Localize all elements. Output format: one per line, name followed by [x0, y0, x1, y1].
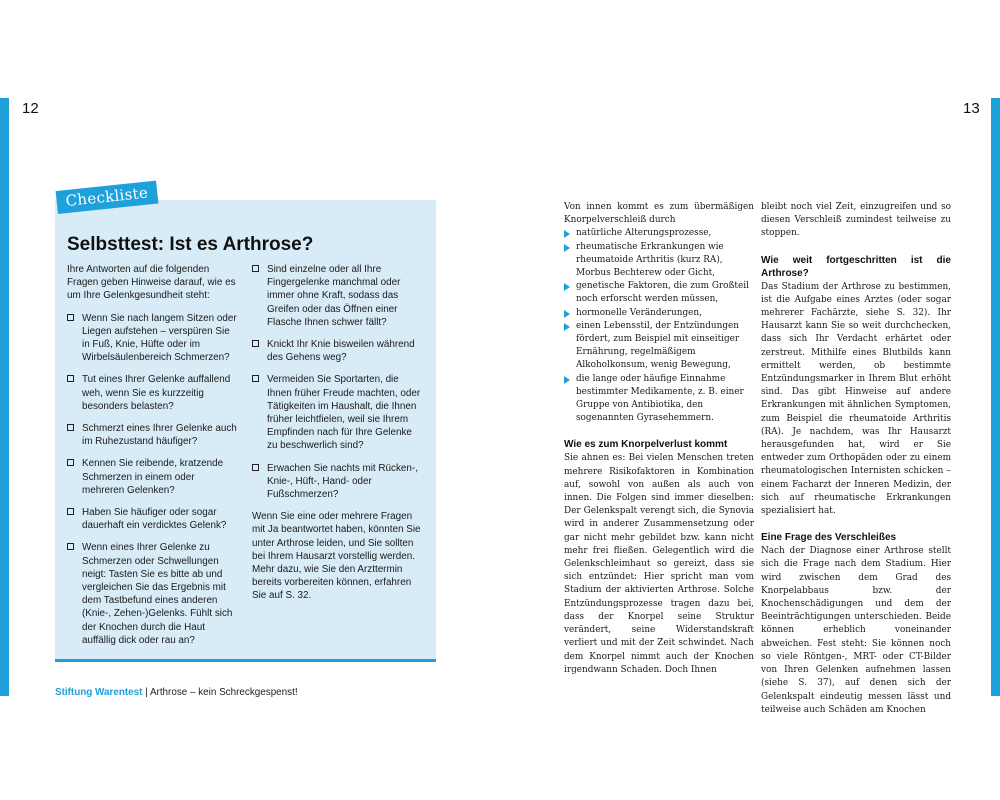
checklist-item	[67, 541, 239, 647]
checkbox-icon[interactable]	[67, 424, 74, 431]
checklist-column-right	[252, 263, 424, 612]
checkbox-icon[interactable]	[67, 314, 74, 321]
checklist-item	[67, 422, 239, 448]
list-item: natürliche Alterungsprozesse,	[564, 227, 754, 240]
checklist-item	[252, 338, 424, 364]
checkbox-icon[interactable]	[252, 464, 259, 471]
right-edge-bar	[991, 98, 1000, 696]
list-item: rheumatische Erkrankungen wie rheumatoide Arthritis (kurz RA), Morbus Bechterew oder Gicht,	[564, 241, 754, 281]
checkbox-icon[interactable]	[67, 459, 74, 466]
article-intro: Von innen kommt es zum übermäßigen Knorpelverschleiß durch	[564, 202, 754, 226]
checkbox-icon[interactable]	[67, 375, 74, 382]
checklist-column-left	[67, 263, 239, 656]
checklist-item-text: Erwachen Sie nachts mit Rücken-, Knie-, Hüft-, Hand- oder Fußschmerzen?	[267, 462, 418, 501]
checklist-item-text: Schmerzt eines Ihrer Gelenke auch im Ruhezustand häufiger?	[82, 423, 237, 448]
list-item: die lange oder häufige Einnahme bestimmter Medikamente, z. B. einer Gruppe von Antibiotika, den sogenannten Gyrasehemmern.	[564, 373, 754, 426]
checklist-item	[252, 462, 424, 502]
page-number-right: 13	[963, 100, 980, 117]
body-paragraph: bleibt noch viel Zeit, einzugreifen und so diesen Verschleiß zumindest teilweise zu stoppen.	[761, 202, 951, 239]
body-paragraph: Nach der Diagnose einer Arthrose stellt sich die Frage nach dem Stadium. Hier wird zwischen dem Grad des Knorpelabbaus bzw. der Knochenschädigungen und dem der Beeinträchtigungen unterschieden. Beide können erheblich voneinander abweichen. Fest steht: Sie können noch so viele Röntgen-, MRT- oder CT-Bilder von Ihren Gelenken aufnehmen lassen (siehe S. 37), auf denen sich der Gelenkspalt eindeutig messen lässt und teilweise auch Schäden am Knochen	[761, 546, 951, 715]
footer-separator: |	[142, 687, 150, 698]
checklist-item-text: Tut eines Ihrer Gelenke auffallend weh, wenn Sie es kurzzeitig besonders belasten?	[82, 374, 231, 412]
checklist-item-text: Wenn Sie nach langem Sitzen oder Liegen aufstehen – verspüren Sie in Fuß, Knie, Hüfte oder im Wirbelsäulenbereich Schmerzen?	[82, 312, 237, 364]
footer-title: Arthrose – kein Schreckgespenst!	[149, 687, 298, 698]
section-heading: Wie es zum Knorpelverlust kommt	[564, 439, 728, 451]
checklist-item-text: Haben Sie häufiger oder sogar dauerhaft ein verdicktes Gelenk?	[82, 507, 227, 532]
checklist-intro: Ihre Antworten auf die folgenden Fragen geben Hinweise darauf, wie es um Ihre Gelenkgesundheit steht:	[67, 264, 236, 302]
body-paragraph: Das Stadium der Arthrose zu bestimmen, ist die Aufgabe eines Arztes (oder sogar mehrerer Fachärzte, siehe S. 32). Ihr Hausarzt kann Sie so weit durchchecken, dass sich Ihr Verdacht erhärtet oder zerstreut. Mithilfe eines Blutbilds kann ermittelt werden, ob bestimmte Entzündungsmarker in Ihrem Blut erhöht sind. Das gibt Hinweise auf andere Erkrankungen mit ähnlichen Symptomen, zum Beispiel die rheumatoide Arthritis (RA). Je nachdem, was Ihr Hausarzt herausgefunden hat, wird er Sie entweder zum Orthopäden oder zu einem rheumatologischen Internisten schicken – einem Facharzt der Inneren Medizin, der sich auf rheumatische Erkrankungen spezialisiert hat.	[761, 281, 951, 517]
checklist-item	[67, 457, 239, 497]
bullet-arrow-icon	[564, 244, 570, 252]
cause-list	[564, 227, 754, 425]
list-item: einen Lebensstil, der Entzündungen fördert, zum Beispiel mit einseitiger Ernährung, regelmäßigem Alkoholkonsum, wenig Bewegung,	[564, 320, 754, 373]
checklist-item	[67, 373, 239, 413]
checklist-item	[67, 506, 239, 532]
checklist-item	[252, 373, 424, 452]
checklist-item	[252, 263, 424, 329]
footer-brand: Stiftung Warentest	[55, 687, 143, 698]
checklist-item-text: Kennen Sie reibende, kratzende Schmerzen in einem oder mehreren Gelenken?	[82, 458, 224, 496]
checklist-item-text: Vermeiden Sie Sportarten, die Ihnen früher Freude machten, oder Tätigkeiten im Haushalt, die Ihnen früher leichtfielen, weil sie Ihrem Empfinden nach für Ihre Gelenke zu beschwerlich sind?	[267, 374, 421, 452]
bullet-arrow-icon	[564, 230, 570, 238]
article-column-1	[564, 201, 754, 677]
checkbox-icon[interactable]	[252, 340, 259, 347]
checklist-item-text: Sind einzelne oder all Ihre Fingergelenke manchmal oder immer ohne Kraft, sodass das Greifen oder das Öffnen einer Flasche Ihnen schwer fällt?	[267, 264, 401, 328]
checkbox-icon[interactable]	[252, 375, 259, 382]
checklist-outro: Wenn Sie eine oder mehrere Fragen mit Ja beantwortet haben, könnten Sie unter Arthrose leiden, und Sie sollten bei Ihrem Hausarzt vorstellig werden. Mehr dazu, wie Sie den Arzttermin bereits vorbereiten können, erfahren Sie auf S. 32.	[252, 511, 421, 602]
checklist-tag: Checkliste	[56, 181, 159, 214]
bullet-arrow-icon	[564, 310, 570, 318]
checkbox-icon[interactable]	[67, 508, 74, 515]
checkbox-icon[interactable]	[67, 543, 74, 550]
bullet-arrow-icon	[564, 323, 570, 331]
section-heading: Wie weit fortgeschritten ist die Arthrose?	[761, 254, 951, 279]
page-number-left: 12	[22, 100, 39, 117]
checklist-box-rule	[55, 659, 436, 662]
checklist-item	[67, 312, 239, 365]
list-item: genetische Faktoren, die zum Großteil noch erforscht werden müssen,	[564, 280, 754, 306]
body-paragraph: Sie ahnen es: Bei vielen Menschen treten mehrere Risikofaktoren in Kombination auf, sowohl von außen als auch von innen. Die Folgen sind immer dieselben: Der Gelenkspalt verengt sich, die Synovia wird in anderer Zusammensetzung oder gar nicht mehr gebildet bzw. kann nicht mehr frei fließen. Gelegentlich wird die Gelenkschleimhaut so gereizt, dass sie sich entzündet: Hier spricht man vom Stadium der aktivierten Arthrose. Solche Entzündungsprozesse tragen dazu bei, dass der Knorpel seine Struktur verändert, seine Widerstandskraft verliert und mit der Zeit schwindet. Nach dem Knorpel nimmt auch der Knochen irgendwann Schaden. Doch Ihnen	[564, 453, 754, 675]
section-heading: Eine Frage des Verschleißes	[761, 532, 897, 544]
checklist-item-text: Knickt Ihr Knie bisweilen während des Gehens weg?	[267, 339, 415, 364]
left-edge-bar	[0, 98, 9, 696]
list-item: hormonelle Veränderungen,	[564, 307, 754, 320]
running-footer	[55, 687, 298, 698]
article-column-2	[761, 201, 951, 717]
bullet-arrow-icon	[564, 283, 570, 291]
checklist-title: Selbsttest: Ist es Arthrose?	[67, 234, 314, 255]
checklist-item-text: Wenn eines Ihrer Gelenke zu Schmerzen oder Schwellungen neigt: Tasten Sie es bitte ab und vergleichen Sie das Ergebnis mit dem Tastbefund eines anderen (Knie-, Zehen-)Gelenks. Fühlt sich der Knochen durch die Haut auffällig dick oder rau an?	[82, 542, 233, 646]
checkbox-icon[interactable]	[252, 265, 259, 272]
bullet-arrow-icon	[564, 376, 570, 384]
